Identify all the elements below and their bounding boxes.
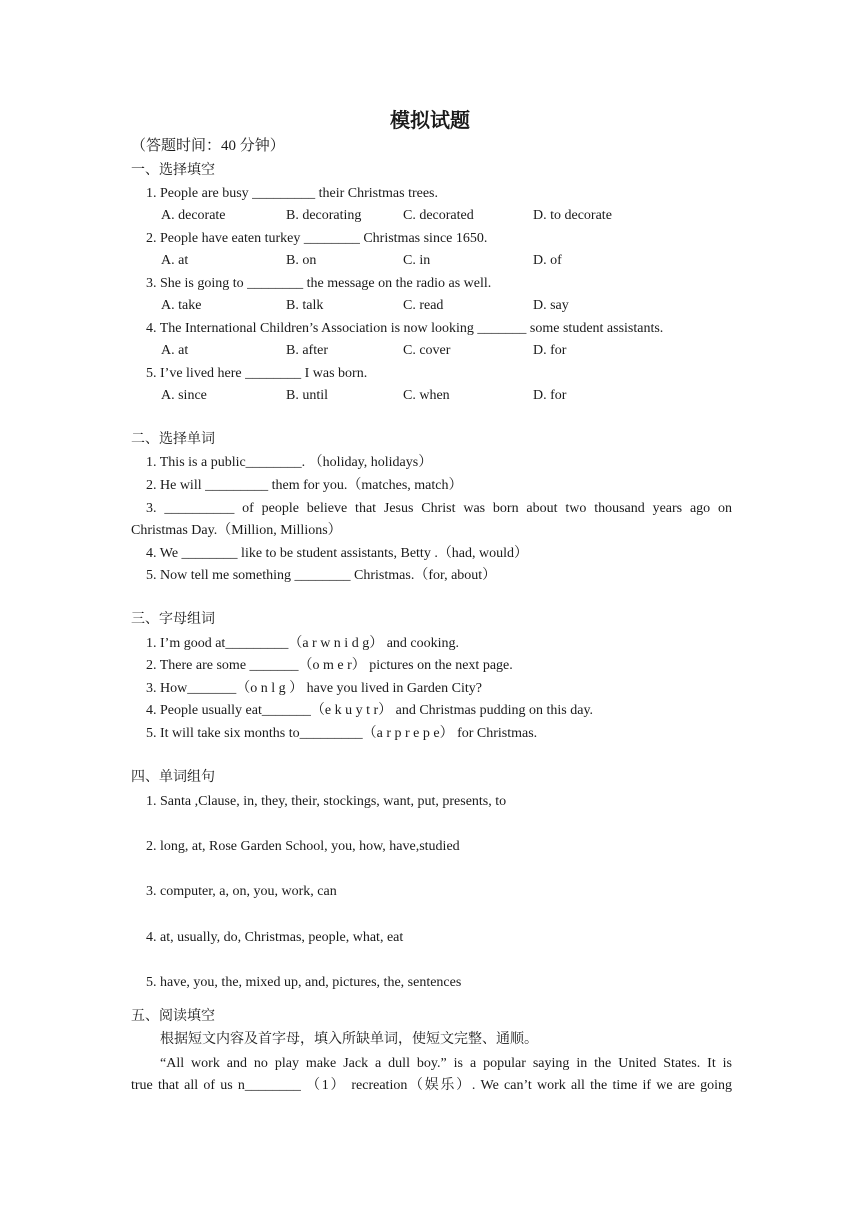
question-text: 4. The International Children’s Association is now looking _______ some student assistants.	[146, 321, 664, 336]
question-text: 4. People usually eat_______（e k u y t r） and Christmas pudding on this day.	[146, 703, 594, 718]
option-b: B. talk	[286, 298, 324, 313]
option-a: A. take	[161, 298, 202, 313]
question-text: 4. at, usually, do, Christmas, people, what, eat	[146, 930, 404, 945]
question-text: 5. It will take six months to_________（a r p r e p e） for Christmas.	[146, 726, 538, 741]
option-c: C. when	[403, 388, 450, 403]
option-d: D. for	[533, 343, 567, 358]
option-b: B. decorating	[286, 208, 362, 223]
question-text: 2. There are some _______（o m e r） pictures on the next page.	[146, 658, 513, 673]
question-text: 5. I’ve lived here ________ I was born.	[146, 366, 368, 381]
question-text: 3. She is going to ________ the message on the radio as well.	[146, 276, 492, 291]
question-text: 1. Santa ,Clause, in, they, their, stockings, want, put, presents, to	[146, 794, 507, 809]
section-heading-letter-words: 三、字母组词	[131, 612, 215, 627]
question-text: 1. People are busy _________ their Christmas trees.	[146, 186, 439, 201]
option-c: C. read	[403, 298, 444, 313]
passage-line: “All work and no play make Jack a dull boy.” is a popular saying in the United States. It is	[160, 1056, 732, 1071]
page-title: 模拟试题	[390, 108, 470, 132]
question-text: 1. I’m good at_________（a r w n i d g） and cooking.	[146, 636, 460, 651]
reading-instruction: 根据短文内容及首字母，填入所缺单词，使短文完整、通顺。	[160, 1032, 538, 1047]
question-text: 2. He will _________ them for you.（matches, match）	[146, 478, 463, 493]
section-heading-word-choice: 二、选择单词	[131, 432, 215, 447]
question-text: 3. __________ of people believe that Jesus Christ was born about two thousand years ago on	[146, 501, 732, 516]
section-heading-sentence-building: 四、单词组句	[131, 770, 215, 785]
option-d: D. for	[533, 388, 567, 403]
question-text: 2. People have eaten turkey ________ Christmas since 1650.	[146, 231, 488, 246]
option-a: A. at	[161, 343, 189, 358]
option-b: B. until	[286, 388, 329, 403]
question-text: 3. computer, a, on, you, work, can	[146, 884, 337, 899]
option-a: A. at	[161, 253, 189, 268]
question-text: 5. have, you, the, mixed up, and, pictures, the, sentences	[146, 975, 462, 990]
question-text-continued: Christmas Day.（Million, Millions）	[131, 523, 342, 538]
option-c: C. cover	[403, 343, 451, 358]
time-note: （答题时间：40 分钟）	[131, 138, 285, 154]
option-a: A. decorate	[161, 208, 226, 223]
option-b: B. after	[286, 343, 328, 358]
option-b: B. on	[286, 253, 317, 268]
option-a: A. since	[161, 388, 207, 403]
option-d: D. of	[533, 253, 562, 268]
option-d: D. to decorate	[533, 208, 612, 223]
option-c: C. decorated	[403, 208, 474, 223]
option-d: D. say	[533, 298, 569, 313]
option-c: C. in	[403, 253, 431, 268]
question-text: 3. How_______（o n l g ） have you lived in Garden City?	[146, 681, 482, 696]
passage-line: true that all of us n________ （1） recreation（娱乐）. We can’t work all the time if we are going	[131, 1078, 732, 1093]
question-text: 1. This is a public________. （holiday, holidays）	[146, 455, 433, 470]
question-text: 5. Now tell me something ________ Christmas.（for, about）	[146, 568, 497, 583]
section-heading-reading: 五、阅读填空	[131, 1009, 215, 1024]
question-text: 4. We ________ like to be student assistants, Betty .（had, would）	[146, 546, 529, 561]
section-heading-choice: 一、选择填空	[131, 163, 215, 178]
question-text: 2. long, at, Rose Garden School, you, how, have,studied	[146, 839, 460, 854]
